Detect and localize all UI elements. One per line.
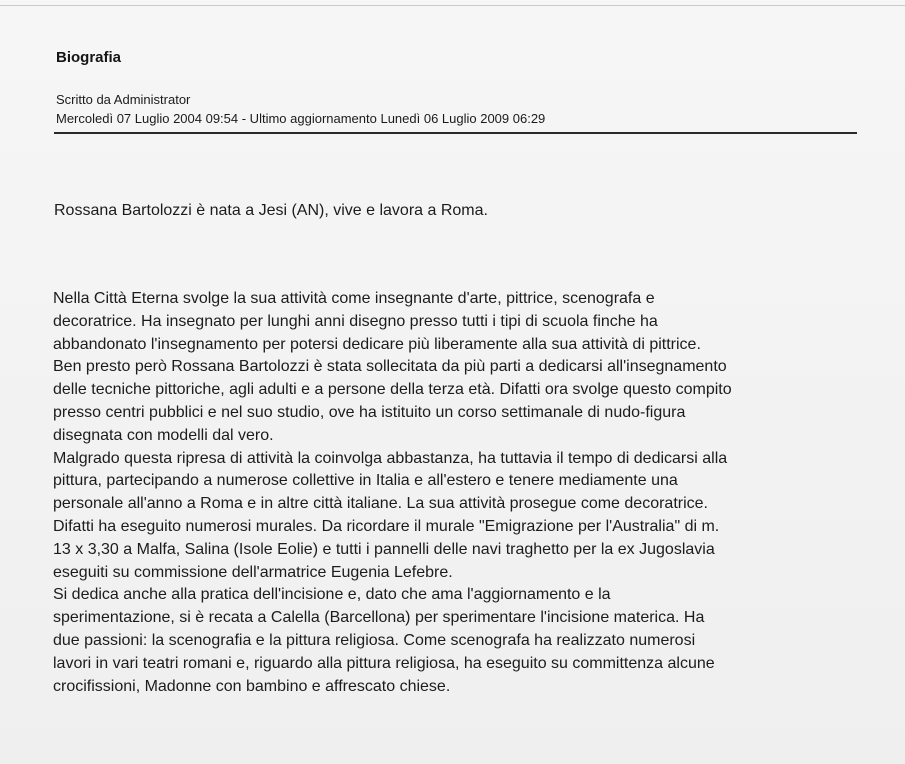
- body-line: Ben presto però Rossana Bartolozzi è stata sollecitata da più parti a dedicarsi all'insegnamento: [53, 358, 727, 376]
- intro-paragraph: Rossana Bartolozzi è nata a Jesi (AN), vive e lavora a Roma.: [54, 202, 488, 219]
- body-line: presso centri pubblici e nel suo studio, ove ha istituito un corso settimanale di nudo-figura: [53, 403, 686, 421]
- body-line: 13 x 3,30 a Malfa, Salina (Isole Eolie) e tutti i pannelli delle navi traghetto per la ex Jugoslavia: [53, 540, 715, 558]
- body-line: sperimentazione, si è recata a Calella (Barcellona) per sperimentare l'incisione materica. Ha: [53, 609, 705, 627]
- page-title: Biografia: [56, 49, 122, 66]
- body-line: crocifissioni, Madonne con bambino e affrescato chiese.: [53, 677, 451, 695]
- body-line: due passioni: la scenografia e la pittura religiosa. Come scenografa ha realizzato numerosi: [53, 631, 696, 649]
- page-top-edge: [0, 5, 905, 6]
- body-line: decoratrice. Ha insegnato per lunghi anni disegno presso tutti i tipi di scuola finche ha: [53, 312, 658, 330]
- body-line: eseguiti su commissione dell'armatrice Eugenia Lefebre.: [53, 563, 453, 581]
- header-divider: [54, 132, 857, 134]
- author-line: Scritto da Administrator: [56, 92, 191, 107]
- article-meta: [56, 90, 545, 128]
- dates-line: Mercoledì 07 Luglio 2004 09:54 - Ultimo aggiornamento Lunedì 06 Luglio 2009 06:29: [56, 111, 546, 126]
- body-line: Si dedica anche alla pratica dell'incisione e, dato che ama l'aggiornamento e la: [53, 586, 611, 604]
- body-line: delle tecniche pittoriche, agli adulti e a persone della terza età. Difatti ora svolge questo compito: [53, 381, 732, 399]
- body-line: disegnata con modelli dal vero.: [53, 426, 274, 444]
- body-line: Malgrado questa ripresa di attività la coinvolga abbastanza, ha tuttavia il tempo di dedicarsi alla: [53, 449, 728, 467]
- body-line: pittura, partecipando a numerose collettive in Italia e all'estero e tenere mediamente una: [53, 472, 678, 490]
- body-line: Difatti ha eseguito numerosi murales. Da ricordare il murale "Emigrazione per l'Australia" di m.: [53, 517, 720, 535]
- biography-body: [53, 288, 732, 698]
- body-line: Nella Città Eterna svolge la sua attività come insegnante d'arte, pittrice, scenografa e: [53, 290, 655, 307]
- body-line: personale all'anno a Roma e in altre città italiane. La sua attività prosegue come decoratrice.: [53, 495, 708, 513]
- body-line: lavori in vari teatri romani e, riguardo alla pittura religiosa, ha eseguito su committenza alcune: [53, 654, 715, 672]
- body-line: abbandonato l'insegnamento per potersi dedicare più liberamente alla sua attività di pittrice.: [53, 335, 701, 353]
